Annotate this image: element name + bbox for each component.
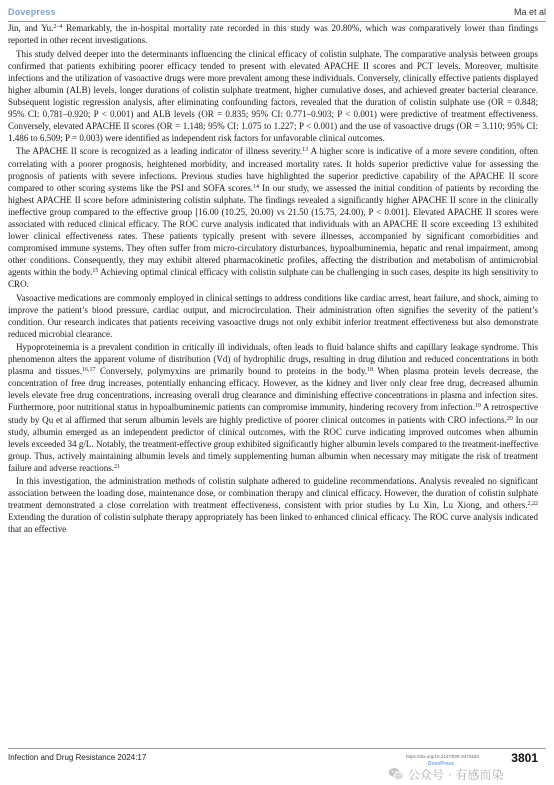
citation-superscript[interactable]: 2–4 bbox=[53, 24, 63, 30]
page-number: 3801 bbox=[511, 751, 538, 765]
paragraph-text: A higher score is indicative of a more severe condition, often correlating with a poorer prognosis, heightened morbidity, and increased mortality rates. It holds superior predictive value for assessing the prognosis of patients with severe infections. Previous studies have highlighted the superior predictive capability of the APACHE II score compared to other scoring systems like the PSI and SOFA scores. bbox=[8, 146, 538, 193]
paragraph-text: Hypoproteinemia is a prevalent condition in critically ill individuals, often leads to fluid balance shifts and capillary leakage syndrome. This phenomenon alters the apparent volume of distribution (Vd) of hydrophilic drugs, resulting in drug dilution and reduced concentrations in both plasma and tissues. bbox=[8, 342, 538, 377]
journal-citation: Infection and Drug Resistance 2024:17 bbox=[8, 753, 147, 762]
paragraph-text: Conversely, polymyxins are primarily bound to proteins in the body. bbox=[95, 366, 368, 377]
dovepress-footer-logo: DovePress bbox=[428, 761, 454, 767]
wechat-watermark bbox=[388, 764, 550, 784]
wechat-icon bbox=[388, 766, 404, 782]
article-body bbox=[8, 22, 538, 537]
paragraph-text: Extending the duration of colistin sulphate therapy appropriately has been linked to enhanced clinical efficacy. The ROC curve analysis indicated that an effective bbox=[8, 512, 538, 535]
paragraph-text: Vasoactive medications are commonly employed in clinical settings to address conditions like cardiac arrest, heart failure, and shock, aiming to improve the patient’s blood pressure, cardiac output, and microcirculation. Their administration often signifies the severity of the patient’s condition. Our research indicates that patients receiving vasoactive drugs not only exhibit inferior treatment effectiveness but also demonstrate reduced microbial clearance. bbox=[8, 292, 538, 339]
body-paragraph bbox=[8, 292, 538, 340]
page-header bbox=[8, 4, 546, 20]
paragraph-text: When plasma protein levels decrease, the concentration of free drug increases, potentially enhancing efficacy. However, as the kidney and liver only clear free drug, decreased albumin levels elevate free drug concentrations, increasing overall drug clearance and diminishing effective concentrations in plasma and infection sites. Furthermore, poor nutritional status in hypoalbuminemic patients can compromise immunity, hindering recovery from infection. bbox=[8, 366, 539, 413]
body-paragraph bbox=[8, 341, 538, 474]
watermark-text: 公众号 · 有感而染 bbox=[408, 767, 504, 782]
paragraph-text: In our study, albumin emerged as an independent predictor of clinical outcomes, with the ROC curve indicating improved outcomes when albumin levels exceeded 34 g/L. Notably, the treatment-effective group exhibited significantly higher albumin levels compared to the treatment-ineffective group. Thus, actively maintaining albumin levels and timely supplementing human albumin when necessary may mitigate the risk of treatment failure and adverse reactions. bbox=[8, 414, 538, 473]
citation-superscript[interactable]: 16,17 bbox=[82, 367, 96, 374]
paragraph-text: Jin, and Yu. bbox=[8, 23, 54, 33]
citation-superscript[interactable]: 15 bbox=[92, 267, 99, 274]
citation-superscript[interactable]: 14 bbox=[253, 183, 260, 190]
paragraph-text: Remarkably, the in-hospital mortality rate recorded in this study was 20.80%, which was comparatively lower than findings reported in other recent investigations. bbox=[8, 23, 539, 46]
citation-superscript[interactable]: 20 bbox=[506, 415, 513, 422]
doi-link[interactable]: https://doi.org/10.2147/IDR.S475183 bbox=[406, 754, 480, 759]
footer-rule bbox=[8, 748, 546, 749]
paragraph-text: In this investigation, the administration methods of colistin sulphate adhered to guideline recommendations. Analysis revealed no significant association between the loading dose, maintenance dose, or combination therapy and clinical efficacy. However, the duration of colistin sulphate treatment demonstrated a close correlation with treatment effectiveness, consistent with prior studies by Lu Xin, Lu Xiong, and others. bbox=[8, 476, 538, 511]
body-paragraph bbox=[8, 22, 538, 46]
citation-superscript[interactable]: 18 bbox=[367, 367, 374, 374]
paragraph-text: In our study, we assessed the initial condition of patients by recording the highest APACHE II score before administering colistin sulphate. The findings revealed a significantly higher APACHE II score in the clinically ineffective group compared to the effective group [16.00 (10.25, 20.00) vs 21.50 (15.75, 24.00), P < 0.001]. Elevated APACHE II scores were associated with reduced clinical efficacy. The ROC curve analysis indicated that individuals with an APACHE II score exceeding 13 exhibited lower clinical effectiveness rates. These patients typically present with severe illnesses, accompanied by significant comorbidities and compromised immune systems. They often suffer from micro-circulatory disturbances, hypoalbuminemia, hepatic and renal impairment, among other conditions. Consequently, they may exhibit altered pharmacokinetic profiles, affecting the distribution and metabolism of antimicrobial agents within the body. bbox=[8, 182, 539, 277]
citation-superscript[interactable]: 19 bbox=[474, 403, 481, 410]
paragraph-text: Achieving optimal clinical efficacy with colistin sulphate can be challenging in such cases, despite its high sensitivity to CRO. bbox=[8, 266, 538, 289]
citation-superscript[interactable]: 2,22 bbox=[527, 501, 538, 508]
paragraph-text: The APACHE II score is recognized as a leading indicator of illness severity. bbox=[16, 146, 303, 157]
citation-superscript[interactable]: 21 bbox=[114, 463, 120, 470]
body-paragraph bbox=[8, 48, 538, 144]
paragraph-text: A retrospective study by Qu et al affirmed that serum albumin levels are highly predictive of poorer clinical outcomes in patients with CRO infections. bbox=[8, 402, 539, 425]
publisher-logo: Dovepress bbox=[8, 7, 56, 17]
paragraph-text: This study delved deeper into the determinants influencing the clinical efficacy of colistin sulphate. The comparative analysis between groups confirmed that patients exhibiting poorer efficacy tended to present with elevated APACHE II scores and PCT levels. Moreover, multisite infections and the utilization of vasoactive drugs were more prevalent among these individuals. Conversely, clinically effective patients displayed higher albumin (ALB) levels, longer durations of colistin sulphate treatment, higher cumulative doses, and achieved greater bacterial clearance. Subsequent logistic regression analysis, after eliminating confounding factors, revealed that the duration of colistin sulphate use (OR = 0.848; 95% CI: 0.781–0.920; P < 0.001) and ALB levels (OR = 0.835; 95% CI: 0.771–0.903; P < 0.001) were predictive of treatment effectiveness. Conversely, elevated APACHE II scores (OR = 1.148; 95% CI: 1.075 to 1.227; P < 0.001) and the use of vasoactive drugs (OR = 3.110; 95% CI: 1.486 to 6.509; P = 0.003) were identified as independent risk factors for unfavorable clinical outcomes. bbox=[8, 48, 538, 143]
body-paragraph bbox=[8, 145, 538, 290]
running-author: Ma et al bbox=[513, 7, 546, 17]
citation-superscript[interactable]: 13 bbox=[302, 147, 309, 154]
body-paragraph bbox=[8, 475, 538, 535]
